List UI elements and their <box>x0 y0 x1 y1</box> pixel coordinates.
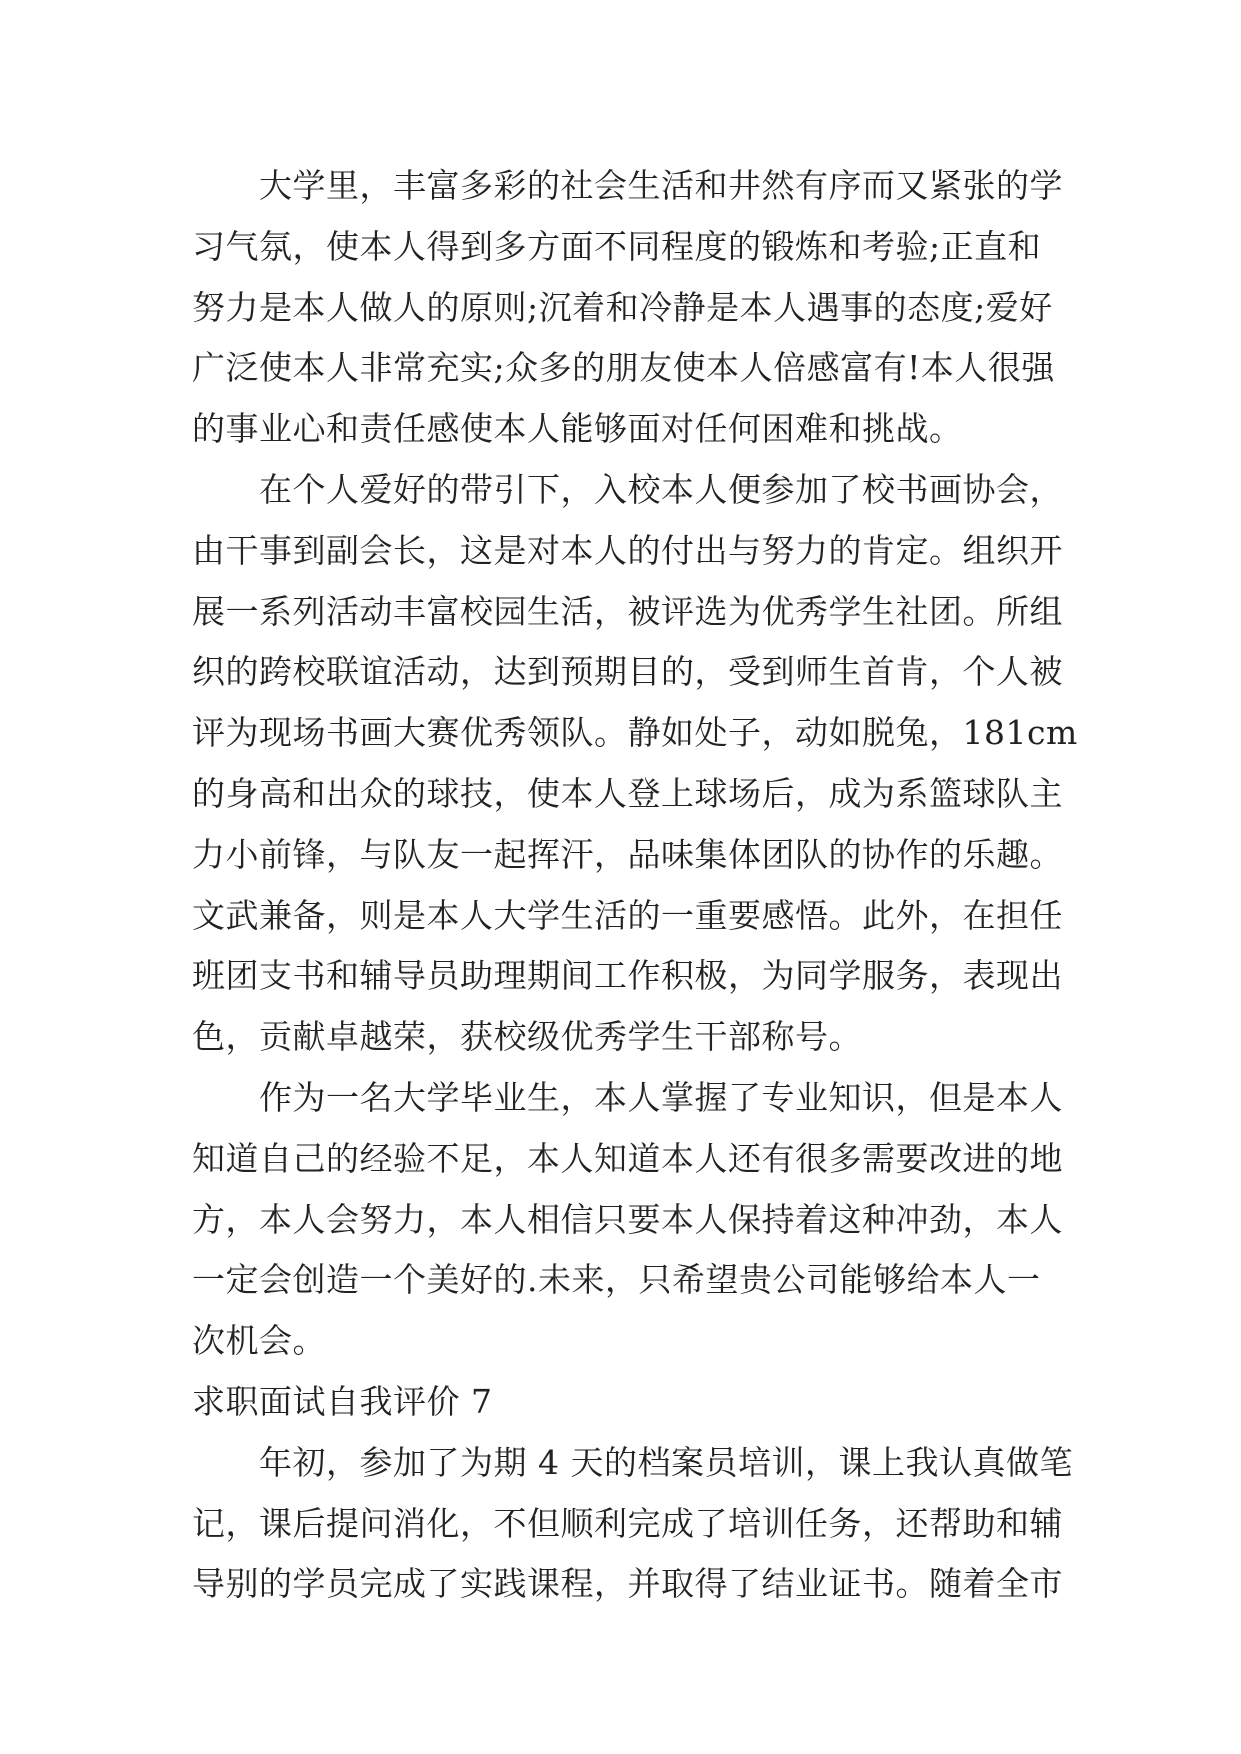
text-line: 在个人爱好的带引下，入校本人便参加了校书画协会， <box>192 469 1063 509</box>
text-line: 由干事到副会长，这是对本人的付出与努力的肯定。组织开 <box>192 530 1063 570</box>
text-line: 方，本人会努力，本人相信只要本人保持着这种冲劲，本人 <box>192 1199 1063 1239</box>
text-line: 织的跨校联谊活动，达到预期目的，受到师生首肯，个人被 <box>192 652 1063 692</box>
section-heading: 求职面试自我评价 7 <box>192 1381 493 1421</box>
text-line: 大学里，丰富多彩的社会生活和井然有序而又紧张的学 <box>192 166 1063 205</box>
text-line: 展一系列活动丰富校园生活，被评选为优秀学生社团。所组 <box>192 591 1063 631</box>
text-line: 班团支书和辅导员助理期间工作积极，为同学服务，表现出 <box>192 956 1063 996</box>
paragraph-graduate-outlook <box>192 1068 1063 1372</box>
text-line: 作为一名大学毕业生，本人掌握了专业知识，但是本人 <box>192 1077 1063 1117</box>
paragraph-archivist-training <box>192 1433 1073 1615</box>
text-line: 评为现场书画大赛优秀领队。静如处子，动如脱兔，181cm <box>192 713 1078 753</box>
text-line: 次机会。 <box>192 1321 326 1361</box>
paragraph-university-life <box>192 156 1063 460</box>
text-line: 文武兼备，则是本人大学生活的一重要感悟。此外，在担任 <box>192 895 1063 935</box>
paragraph-hobbies-activities <box>192 460 1078 1068</box>
document-body <box>192 156 1078 1615</box>
text-line: 力小前锋，与队友一起挥汗，品味集体团队的协作的乐趣。 <box>192 834 1063 874</box>
text-line: 习气氛，使本人得到多方面不同程度的锻炼和考验;正直和 <box>192 226 1042 266</box>
text-line: 的身高和出众的球技，使本人登上球场后，成为系篮球队主 <box>192 773 1063 813</box>
text-line: 广泛使本人非常充实;众多的朋友使本人倍感富有!本人很强 <box>192 348 1055 388</box>
text-line: 年初，参加了为期 4 天的档案员培训，课上我认真做笔 <box>192 1442 1073 1482</box>
text-line: 知道自己的经验不足，本人知道本人还有很多需要改进的地 <box>192 1138 1063 1178</box>
text-line: 努力是本人做人的原则;沉着和冷静是本人遇事的态度;爱好 <box>192 287 1053 327</box>
text-line: 记，课后提问消化，不但顺利完成了培训任务，还帮助和辅 <box>192 1503 1063 1543</box>
text-line: 导别的学员完成了实践课程，并取得了结业证书。随着全市 <box>192 1564 1063 1604</box>
text-line: 一定会创造一个美好的.未来，只希望贵公司能够给本人一 <box>192 1260 1041 1300</box>
text-line: 色，贡献卓越荣，获校级优秀学生干部称号。 <box>192 1017 862 1057</box>
text-line: 的事业心和责任感使本人能够面对任何困难和挑战。 <box>192 409 963 449</box>
